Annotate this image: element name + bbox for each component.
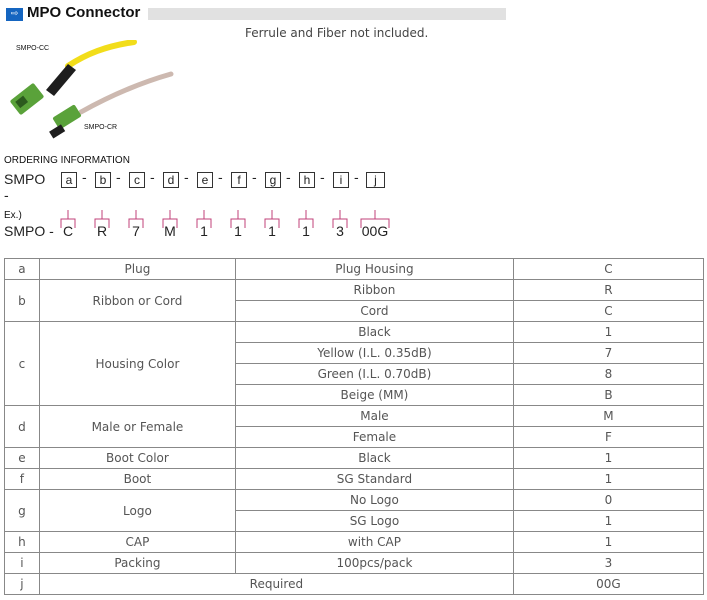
table-row	[5, 574, 704, 595]
row-category: Plug	[39, 259, 235, 280]
option-desc: Male	[236, 406, 514, 427]
table-row	[5, 406, 704, 427]
row-key: h	[5, 532, 40, 553]
code-dash: -	[354, 171, 359, 186]
code-dash: -	[150, 171, 155, 186]
code-dash: -	[82, 171, 87, 186]
example-value-e: 1	[200, 223, 208, 239]
option-code: R	[513, 280, 703, 301]
option-code: 1	[513, 448, 703, 469]
option-desc: Beige (MM)	[236, 385, 514, 406]
option-desc: Ribbon	[236, 280, 514, 301]
code-box-j: j	[366, 172, 385, 188]
title-divider-bar	[148, 8, 506, 20]
option-code: 7	[513, 343, 703, 364]
header-note: Ferrule and Fiber not included.	[245, 26, 429, 40]
code-dash: -	[116, 171, 121, 186]
row-category: Required	[39, 574, 513, 595]
row-key: c	[5, 322, 40, 406]
option-desc: No Logo	[236, 490, 514, 511]
option-desc: Cord	[236, 301, 514, 322]
example-value-i: 3	[336, 223, 344, 239]
code-dash: -	[218, 171, 223, 186]
code-box-f: f	[231, 172, 247, 188]
row-key: b	[5, 280, 40, 322]
option-code: 1	[513, 532, 703, 553]
example-value-d: M	[164, 223, 176, 239]
option-desc: with CAP	[236, 532, 514, 553]
example-row	[4, 223, 424, 241]
code-box-d: d	[163, 172, 179, 188]
product-label-cc: SMPO-CC	[16, 45, 50, 52]
option-code: M	[513, 406, 703, 427]
code-prefix: SMPO -	[4, 171, 46, 203]
row-key: i	[5, 553, 40, 574]
row-key: j	[5, 574, 40, 595]
option-desc: Plug Housing	[236, 259, 514, 280]
example-value-h: 1	[302, 223, 310, 239]
option-code: C	[513, 259, 703, 280]
row-key: d	[5, 406, 40, 448]
code-dash: -	[184, 171, 189, 186]
example-value-a: C	[62, 223, 74, 239]
example-value-b: R	[96, 223, 108, 239]
table-row	[5, 448, 704, 469]
option-code: C	[513, 301, 703, 322]
example-value-c: 7	[132, 223, 140, 239]
code-box-b: b	[95, 172, 111, 188]
row-category: Logo	[39, 490, 235, 532]
code-box-a: a	[61, 172, 77, 188]
spec-table	[4, 258, 704, 595]
row-category: Boot Color	[39, 448, 235, 469]
product-image	[6, 40, 176, 150]
row-category: Boot	[39, 469, 235, 490]
code-box-i: i	[333, 172, 349, 188]
table-row	[5, 259, 704, 280]
row-category: Packing	[39, 553, 235, 574]
table-row	[5, 469, 704, 490]
row-key: a	[5, 259, 40, 280]
product-label-cr: SMPO-CR	[84, 124, 118, 131]
option-desc: Yellow (I.L. 0.35dB)	[236, 343, 514, 364]
code-dash: -	[286, 171, 291, 186]
option-desc: SG Logo	[236, 511, 514, 532]
table-row	[5, 322, 704, 343]
code-box-c: c	[129, 172, 145, 188]
code-dash: -	[320, 171, 325, 186]
table-row	[5, 553, 704, 574]
option-desc: Green (I.L. 0.70dB)	[236, 364, 514, 385]
example-value-j: 00G	[361, 223, 389, 239]
example-value-f: 1	[234, 223, 242, 239]
option-code: 00G	[513, 574, 703, 595]
option-desc: Black	[236, 322, 514, 343]
row-key: e	[5, 448, 40, 469]
option-desc: 100pcs/pack	[236, 553, 514, 574]
option-desc: Black	[236, 448, 514, 469]
example-label: Ex.)	[4, 210, 22, 221]
option-code: 3	[513, 553, 703, 574]
example-value-g: 1	[268, 223, 276, 239]
option-code: 0	[513, 490, 703, 511]
example-prefix: SMPO -	[4, 223, 54, 239]
table-row	[5, 490, 704, 511]
table-row	[5, 532, 704, 553]
arrow-right-box-icon: ⇨	[6, 8, 23, 21]
code-box-e: e	[197, 172, 213, 188]
code-dash: -	[252, 171, 257, 186]
row-key: g	[5, 490, 40, 532]
code-box-g: g	[265, 172, 281, 188]
ordering-title: ORDERING INFORMATION	[4, 155, 130, 166]
row-category: Male or Female	[39, 406, 235, 448]
option-code: 1	[513, 511, 703, 532]
option-code: B	[513, 385, 703, 406]
row-category: Housing Color	[39, 322, 235, 406]
option-code: 1	[513, 322, 703, 343]
option-desc: Female	[236, 427, 514, 448]
row-category: Ribbon or Cord	[39, 280, 235, 322]
row-category: CAP	[39, 532, 235, 553]
option-code: 1	[513, 469, 703, 490]
page-title: MPO Connector	[27, 4, 141, 21]
option-desc: SG Standard	[236, 469, 514, 490]
option-code: F	[513, 427, 703, 448]
row-key: f	[5, 469, 40, 490]
code-box-h: h	[299, 172, 315, 188]
option-code: 8	[513, 364, 703, 385]
table-row	[5, 280, 704, 301]
